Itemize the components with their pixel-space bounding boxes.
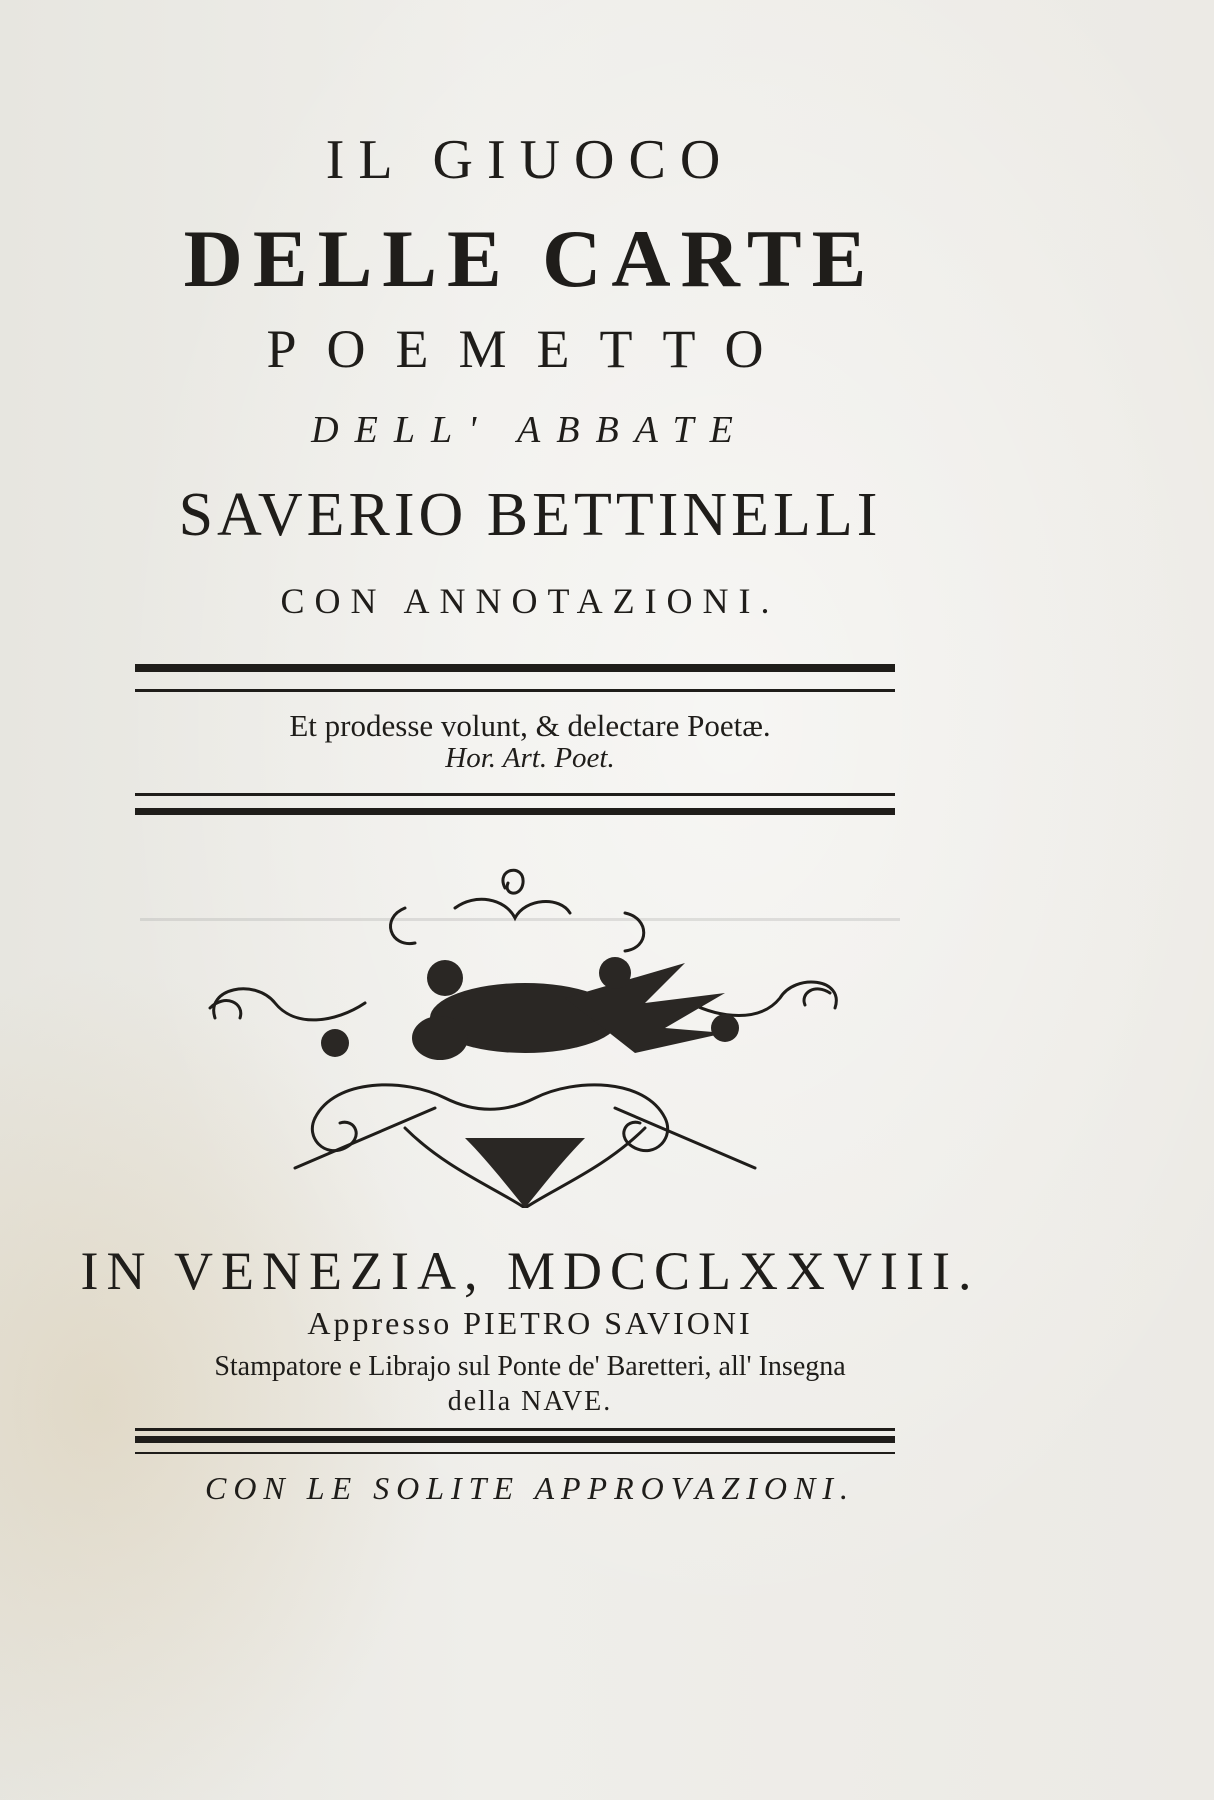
rule-thick-bottom [135,808,895,815]
title-line-1: IL GIUOCO [325,129,735,191]
rule-imprint-thin [135,1428,895,1431]
approvals-line: CON LE SOLITE APPROVAZIONI. [204,1470,856,1506]
imprint-city-year: IN VENEZIA, MDCCLXXVIII. [80,1241,980,1301]
rule-imprint-thin-2 [135,1452,895,1454]
motto: Et prodesse volunt, & delectare Poetæ. [289,708,771,743]
rule-thick-top [135,664,895,672]
motto-source: Hor. Art. Poet. [445,742,615,774]
annotations-line: CON ANNOTAZIONI. [280,581,780,621]
rule-thin-bottom [135,793,895,796]
author-name: SAVERIO BETTINELLI [178,481,882,549]
imprint-address: Stampatore e Librajo sul Ponte de' Baretteri, all' Insegna [214,1351,846,1382]
imprint-printer: Appresso PIETRO SAVIONI [307,1305,753,1341]
title-line-2: DELLE CARTE [183,213,877,304]
subtitle: POEMETTO [266,319,794,379]
rule-imprint-thick [135,1436,895,1443]
author-prefix: DELL' ABBATE [311,409,749,451]
rule-thin-top [135,689,895,692]
imprint-address-2: della NAVE. [447,1386,613,1417]
printer-device-eagle-icon [205,868,845,1208]
